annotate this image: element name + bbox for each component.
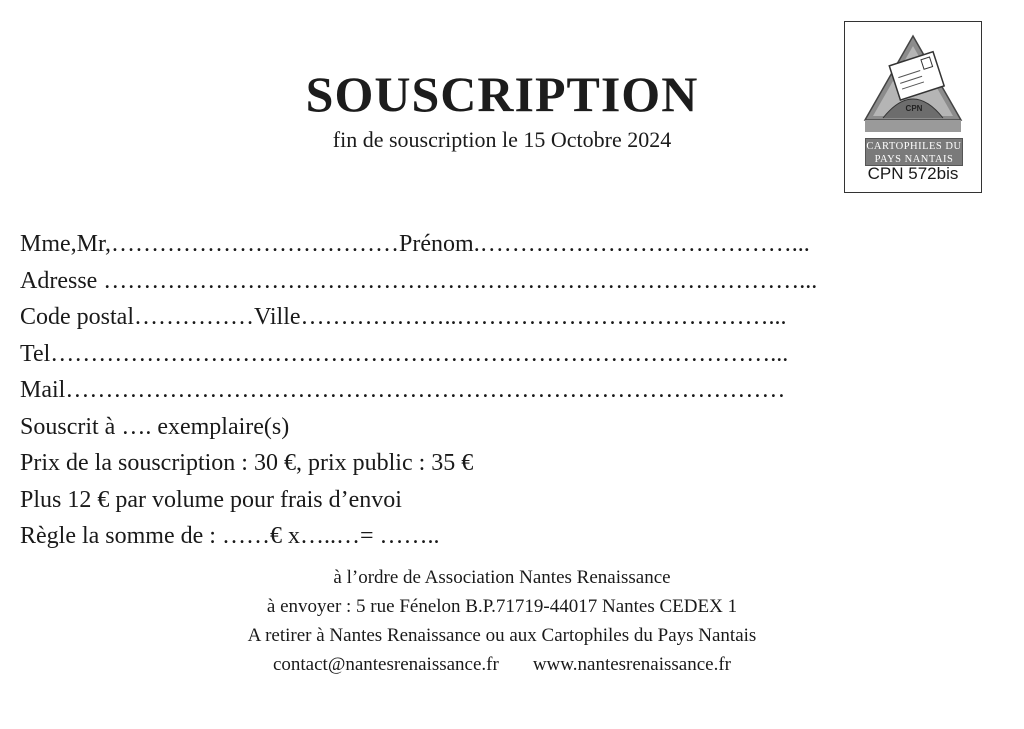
footer-contact-line <box>0 650 1004 679</box>
field-address-line: Adresse ……………………………………………………………………………... <box>20 267 818 294</box>
footer <box>0 563 1004 679</box>
field-name-line: Mme,Mr,………………………………Prénom.…………………………………... <box>20 231 810 257</box>
logo-code: CPN 572bis <box>867 164 959 183</box>
subscription-form <box>20 226 980 555</box>
footer-send-line: à envoyer : 5 rue Fénelon B.P.71719-44017 Nantes CEDEX 1 <box>266 596 738 617</box>
payment-line: Règle la somme de : ……€ x…..…= …….. <box>20 523 440 549</box>
logo-band <box>865 138 963 166</box>
page-title: SOUSCRIPTION <box>305 66 699 122</box>
price-line: Prix de la souscription : 30 €, prix public : 35 € <box>20 450 474 476</box>
footer-pickup-line: A retirer à Nantes Renaissance ou aux Cartophiles du Pays Nantais <box>247 625 757 646</box>
footer-order-line: à l’ordre de Association Nantes Renaissance <box>333 567 671 588</box>
field-copies-line: Souscrit à …. exemplaire(s) <box>20 413 290 440</box>
field-postcode-city-line: Code postal……………Ville………………..…………………………………... <box>20 304 787 330</box>
shipping-line: Plus 12 € par volume pour frais d’envoi <box>20 486 402 513</box>
logo-box <box>844 21 982 193</box>
contact-website: www.nantesrenaissance.fr <box>532 654 732 675</box>
logo-band-line2: PAYS NANTAIS <box>874 154 954 165</box>
field-tel-line: Tel………………………………………………………………………………... <box>20 340 789 367</box>
field-mail-line: Mail……………………………………………………………………………… <box>20 377 786 403</box>
logo-emblem-text: CPN <box>905 104 923 113</box>
contact-email: contact@nantesrenaissance.fr <box>272 654 499 675</box>
logo-band-line1: CARTOPHILES DU <box>866 141 962 152</box>
page-subtitle: fin de souscription le 15 Octobre 2024 <box>332 127 672 152</box>
